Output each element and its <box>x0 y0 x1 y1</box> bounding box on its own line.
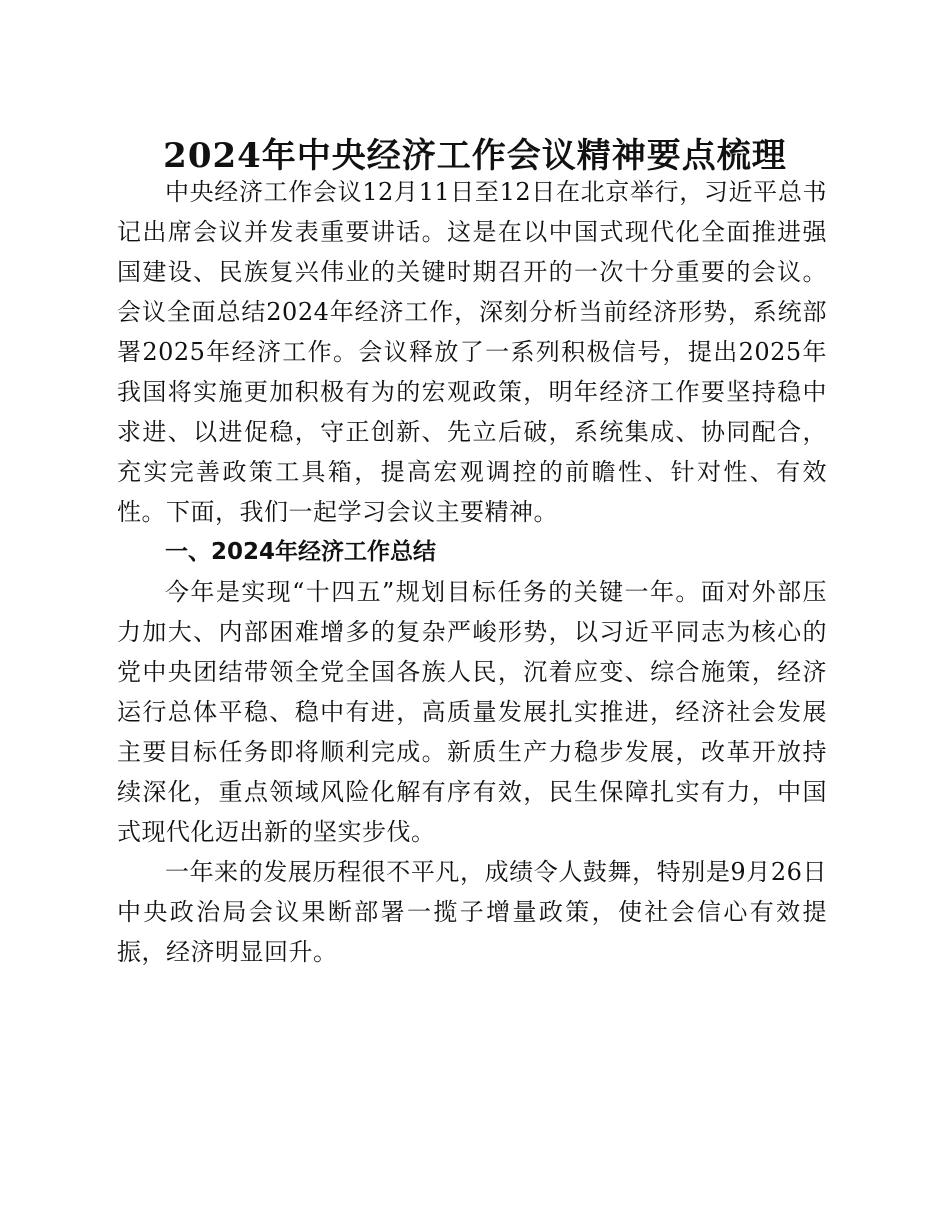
document-body <box>117 172 827 972</box>
section-heading: 一、2024年经济工作总结 <box>165 539 437 565</box>
document-title: 2024年中央经济工作会议精神要点梳理 <box>163 136 787 176</box>
intro-paragraph: 中央经济工作会议12月11日至12日在北京举行，习近平总书记出席会议并发表重要讲话。这是在以中国式现代化全面推进强国建设、民族复兴伟业的关键时期召开的一次十分重要的会议。会议全面总结2024年经济工作，深刻分析当前经济形势，系统部署2025年经济工作。会议释放了一系列积极信号，提出2025年我国将实施更加积极有为的宏观政策，明年经济工作要坚持稳中求进、以进促稳，守正创新、先立后破，系统集成、协同配合，充实完善政策工具箱，提高宏观调控的前瞻性、针对性、有效性。下面，我们一起学习会议主要精神。 <box>117 178 827 526</box>
section-paragraph: 一年来的发展历程很不平凡，成绩令人鼓舞，特别是9月26日中央政治局会议果断部署一揽子增量政策，使社会信心有效提振，经济明显回升。 <box>117 858 827 966</box>
section-paragraph: 今年是实现“十四五”规划目标任务的关键一年。面对外部压力加大、内部困难增多的复杂严峻形势，以习近平同志为核心的党中央团结带领全党全国各族人民，沉着应变、综合施策，经济运行总体平稳、稳中有进，高质量发展扎实推进，经济社会发展主要目标任务即将顺利完成。新质生产力稳步发展，改革开放持续深化，重点领域风险化解有序有效，民生保障扎实有力，中国式现代化迈出新的坚实步伐。 <box>117 578 827 846</box>
